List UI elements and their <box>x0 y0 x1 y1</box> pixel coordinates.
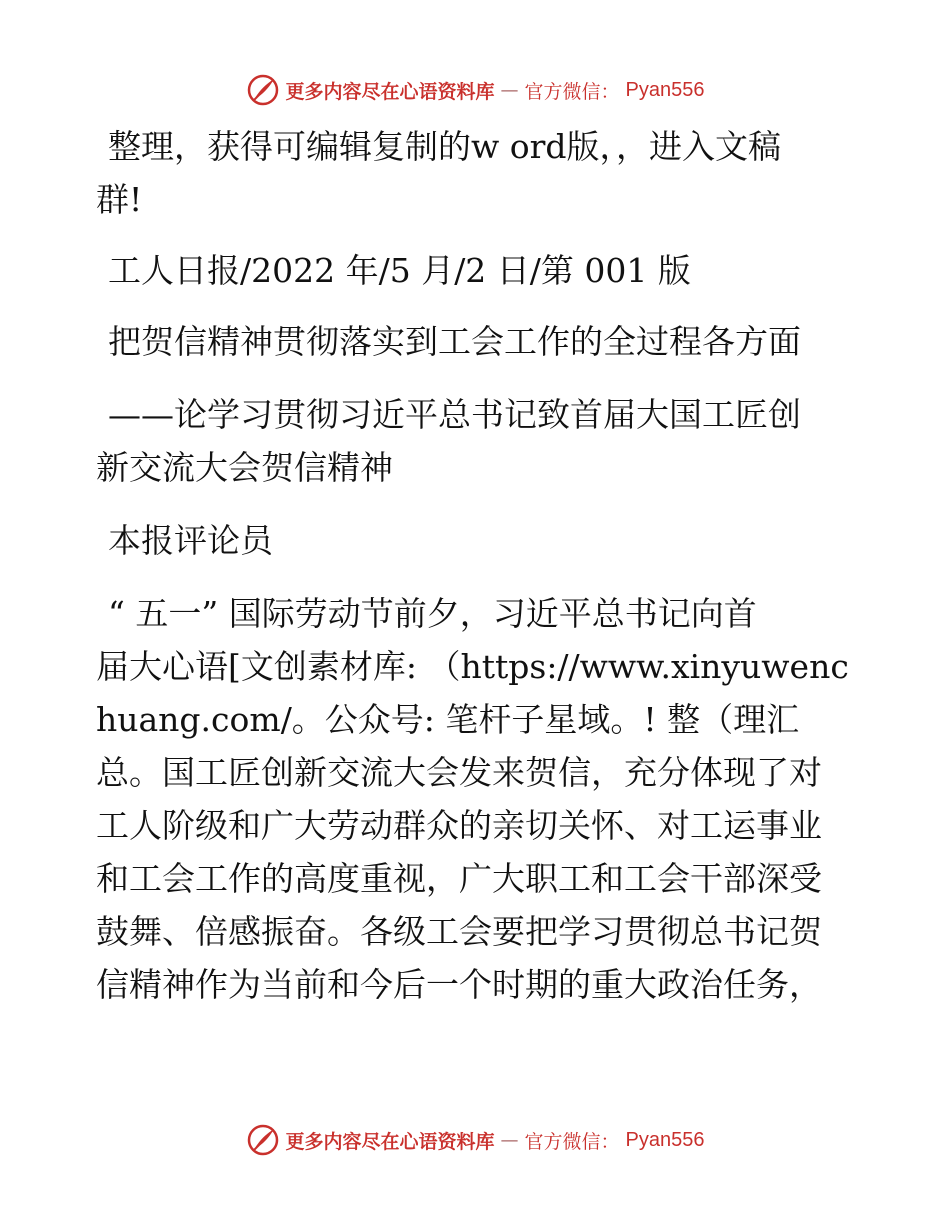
subtitle-line-2: 新交流大会贺信精神 <box>96 448 393 487</box>
banner-text: 更多内容尽在心语资料库 <box>285 80 495 103</box>
banner-text: 更多内容尽在心语资料库 <box>285 1130 495 1153</box>
quill-logo-icon <box>246 73 280 107</box>
body-line-8: 信精神作为当前和今后一个时期的重大政治任务， <box>96 965 822 1004</box>
footer-watermark-banner <box>0 1120 950 1160</box>
body-line-4: 总。国工匠创新交流大会发来贺信，充分体现了对 <box>96 753 822 792</box>
subtitle-line-1: ——论学习贯彻习近平总书记致首届大国工匠创 <box>108 395 801 434</box>
body-line-6: 和工会工作的高度重视，广大职工和工会干部深受 <box>96 859 822 898</box>
headline: 把贺信精神贯彻落实到工会工作的全过程各方面 <box>108 322 801 361</box>
body-line-3: huang.com/。公众号: 笔杆子星域。! 整（理汇 <box>96 700 800 739</box>
header-watermark-banner <box>0 70 950 110</box>
banner-dash: — <box>500 1129 519 1151</box>
byline: 本报评论员 <box>108 521 273 560</box>
banner-wechat-id: Pyan556 <box>625 78 705 101</box>
body-line-2: 届大心语[文创素材库: （https://www.xinyuwenc <box>96 647 849 686</box>
banner-wechat-label: 官方微信： <box>524 80 620 103</box>
banner-dash: — <box>500 79 519 101</box>
intro-line-1: 整理，获得可编辑复制的w ord版，，进入文稿 <box>108 127 782 166</box>
body-line-5: 工人阶级和广大劳动群众的亲切关怀、对工运事业 <box>96 806 822 845</box>
quill-logo-icon <box>246 1123 280 1157</box>
banner-wechat-id: Pyan556 <box>625 1128 705 1151</box>
document-body <box>96 120 856 1011</box>
banner-wechat-label: 官方微信： <box>524 1130 620 1153</box>
source-line: 工人日报/2022 年/5 月/2 日/第 001 版 <box>108 251 691 290</box>
body-line-7: 鼓舞、倍感振奋。各级工会要把学习贯彻总书记贺 <box>96 912 822 951</box>
body-line-1: “ 五一” 国际劳动节前夕，习近平总书记向首 <box>108 594 757 633</box>
intro-line-2: 群! <box>96 180 143 219</box>
